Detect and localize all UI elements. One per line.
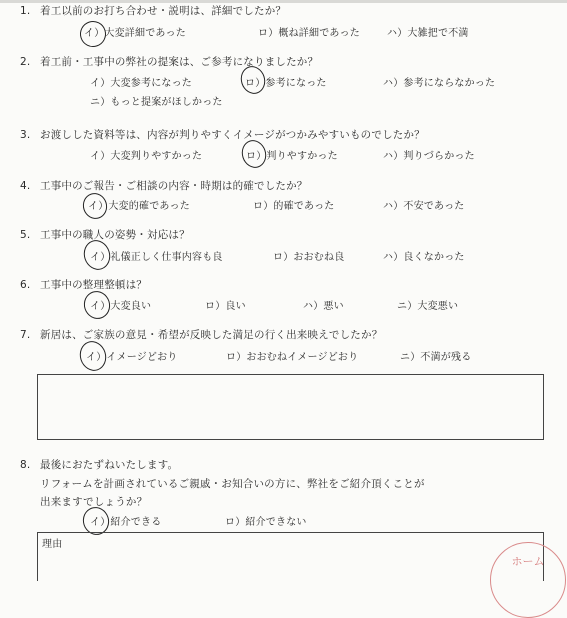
- question-5-option-b: ロ）おおむね良: [273, 252, 345, 263]
- question-4-option-b: ロ）的確であった: [253, 201, 335, 212]
- question-3-option-b: ロ）判りやすかった: [246, 151, 338, 162]
- question-6-option-b: ロ）良い: [205, 301, 246, 312]
- question-6-number: 6.: [20, 279, 31, 291]
- question-6-text: 工事中の整理整頓は？: [40, 279, 147, 291]
- question-6-option-c: ハ）悪い: [303, 301, 344, 312]
- question-7-selection-mark: [76, 338, 110, 375]
- scan-top-edge: [0, 0, 567, 3]
- question-2-number: 2.: [20, 56, 31, 68]
- question-8-reason-box: [37, 532, 544, 581]
- question-1-text: 着工以前のお打ち合わせ・説明は、詳細でしたか？: [40, 5, 287, 17]
- question-7-option-c: ニ）不満が残る: [400, 352, 472, 363]
- question-6-option-d: ニ）大変悪い: [397, 301, 459, 312]
- question-4-number: 4.: [20, 180, 31, 192]
- question-5-option-c: ハ）良くなかった: [383, 252, 465, 263]
- question-8-text-line-2: リフォームを計画されているご親戚・お知合いの方に、弊社をご紹介頂くことが: [40, 478, 425, 490]
- question-3-option-a: イ）大変判りやすかった: [90, 151, 203, 162]
- question-4-text: 工事中のご報告・ご相談の内容・時期は的確でしたか？: [40, 180, 308, 192]
- question-7-option-b: ロ）おおむねイメージどおり: [226, 352, 359, 363]
- question-3-text: お渡しした資料等は、内容が判りやすくイメージがつかみやすいものでしたか？: [40, 129, 425, 141]
- question-3-option-c: ハ）判りづらかった: [383, 151, 475, 162]
- question-4-option-a: イ）大変的確であった: [88, 201, 190, 212]
- company-stamp-text: ホーム: [511, 555, 545, 568]
- question-8-option-b: ロ）紹介できない: [225, 517, 307, 528]
- question-5-number: 5.: [20, 229, 31, 241]
- question-1-option-c: ハ）大雑把で不満: [387, 28, 469, 39]
- question-5-text: 工事中の職人の姿勢・対応は？: [40, 229, 190, 241]
- question-2-option-d: ニ）もっと提案がほしかった: [90, 97, 223, 108]
- question-1-option-a: イ）大変詳細であった: [84, 28, 186, 39]
- question-8-text-line-3: 出来ますでしょうか？: [40, 496, 148, 508]
- question-4-option-c: ハ）不安であった: [383, 201, 465, 212]
- question-7-number: 7.: [20, 329, 31, 341]
- question-6-option-a: イ）大変良い: [90, 301, 152, 312]
- question-7-comment-box: [37, 374, 544, 440]
- question-3-number: 3.: [20, 129, 31, 141]
- question-2-text: 着工前・工事中の弊社の提案は、ご参考になりましたか？: [40, 56, 319, 68]
- question-4-selection-mark: [80, 190, 111, 222]
- question-7-text: 新居は、ご家族の意見・希望が反映した満足の行く出来映えでしたか？: [40, 329, 383, 341]
- question-1-selection-mark: [77, 18, 110, 51]
- question-5-option-a: イ）礼儀正しく仕事内容も良: [90, 252, 223, 263]
- question-8-option-a: イ）紹介できる: [90, 517, 162, 528]
- question-7-option-a: イ）イメージどおり: [86, 352, 178, 363]
- question-8-number: 8.: [20, 459, 31, 471]
- question-6-selection-mark: [80, 288, 113, 323]
- question-2-option-b: ロ）参考になった: [245, 78, 327, 89]
- question-8-reason-label: 理由: [42, 539, 63, 550]
- company-stamp: [490, 542, 566, 618]
- question-1-number: 1.: [20, 5, 31, 17]
- question-5-selection-mark: [80, 237, 114, 274]
- question-2-option-c: ハ）参考にならなかった: [383, 78, 496, 89]
- question-8-text: 最後におたずねいたします。: [40, 459, 179, 471]
- question-3-selection-mark: [238, 137, 269, 171]
- question-1-option-b: ロ）概ね詳細であった: [258, 28, 360, 39]
- question-2-option-a: イ）大変参考になった: [90, 78, 192, 89]
